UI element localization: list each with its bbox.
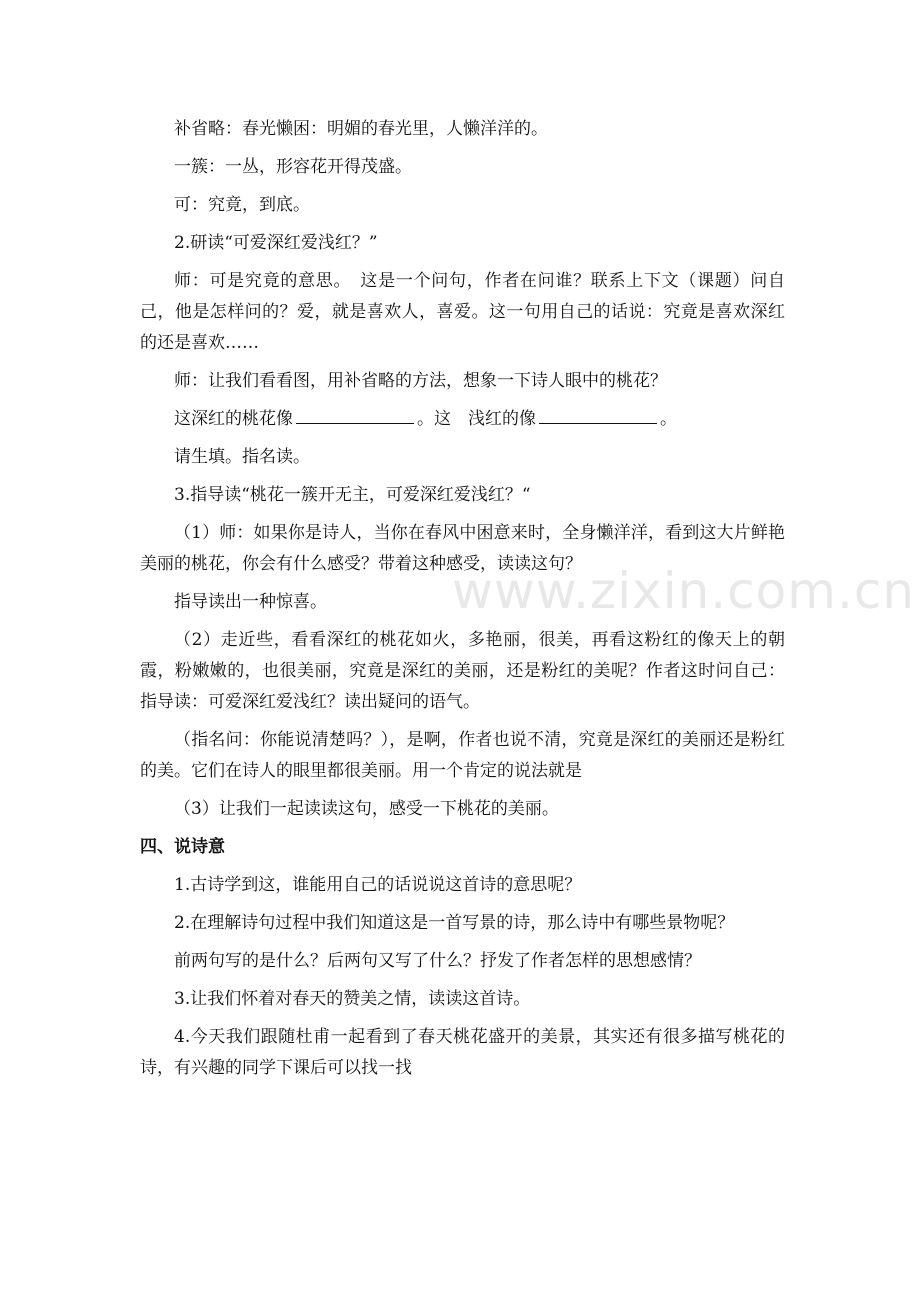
step-2-heading: 2.研读“可爱深红爱浅红？”: [174, 233, 378, 253]
paragraph-guide-surprise: 指导读出一种惊喜。: [174, 592, 327, 612]
paragraph-part-1: （1）师：如果你是诗人，当你在春风中困意来时，全身懒洋洋，看到这大片鲜艳美丽的桃花，你会有什么感受？带着这种感受，读读这句？: [140, 523, 785, 574]
section-4-item-4: 4.今天我们跟随杜甫一起看到了春天桃花盛开的美景，其实还有很多描写桃花的诗，有兴趣的同学下课后可以找一找: [140, 1027, 785, 1078]
fill-in-line: [140, 404, 785, 435]
document-body: [140, 114, 785, 1091]
watermark: www.zixin.com.cn: [452, 562, 916, 620]
fill-blank-2: [539, 422, 657, 424]
section-4-item-3: 3.让我们怀着对春天的赞美之情，读读这首诗。: [174, 989, 531, 1009]
paragraph-note-2: 一簇：一丛，形容花开得茂盛。: [174, 157, 412, 177]
section-4-item-2: 2.在理解诗句过程中我们知道这是一首写景的诗，那么诗中有哪些景物呢？: [174, 913, 735, 933]
fill-text-a: 这深红的桃花像: [174, 409, 293, 429]
fill-blank-1: [296, 422, 414, 424]
fill-text-b: 。这 浅红的像: [417, 409, 536, 429]
section-4-item-2-cont: 前两句写的是什么？后两句又写了什么？抒发了作者怎样的思想感情？: [174, 951, 701, 971]
section-4-heading: 四、说诗意: [140, 837, 225, 857]
paragraph-ask-name: （指名问：你能说清楚吗？），是啊，作者也说不清，究竟是深红的美丽还是粉红的美。它们在诗人的眼里都很美丽。用一个肯定的说法就是: [140, 730, 785, 781]
paragraph-part-3: （3）让我们一起读读这句，感受一下桃花的美丽。: [174, 799, 559, 819]
paragraph-teacher-1: 师：可是究竟的意思。 这是一个问句，作者在问谁？联系上下文（课题）问自己，他是怎样问的？爱，就是喜欢人，喜爱。这一句用自己的话说：究竟是喜欢深红的还是喜欢……: [140, 271, 785, 353]
section-4-item-1: 1.古诗学到这，谁能用自己的话说说这首诗的意思呢？: [174, 875, 582, 895]
paragraph-part-2: （2）走近些，看看深红的桃花如火，多艳丽，很美，再看这粉红的像天上的朝霞，粉嫩嫩的，也很美丽，究竟是深红的美丽，还是粉红的美呢？作者这时问自己：指导读：可爱深红爱浅红？读出疑问的语气。: [140, 630, 785, 712]
paragraph-note-3: 可：究竟，到底。: [174, 195, 310, 215]
paragraph-note-1: 补省略：春光懒困：明媚的春光里，人懒洋洋的。: [174, 119, 548, 139]
fill-text-c: 。: [660, 409, 677, 429]
paragraph-instruction: 请生填。指名读。: [174, 447, 310, 467]
paragraph-teacher-2: 师：让我们看看图，用补省略的方法，想象一下诗人眼中的桃花？: [174, 371, 667, 391]
step-3-heading: 3.指导读“桃花一簇开无主，可爱深红爱浅红？“: [174, 485, 531, 505]
